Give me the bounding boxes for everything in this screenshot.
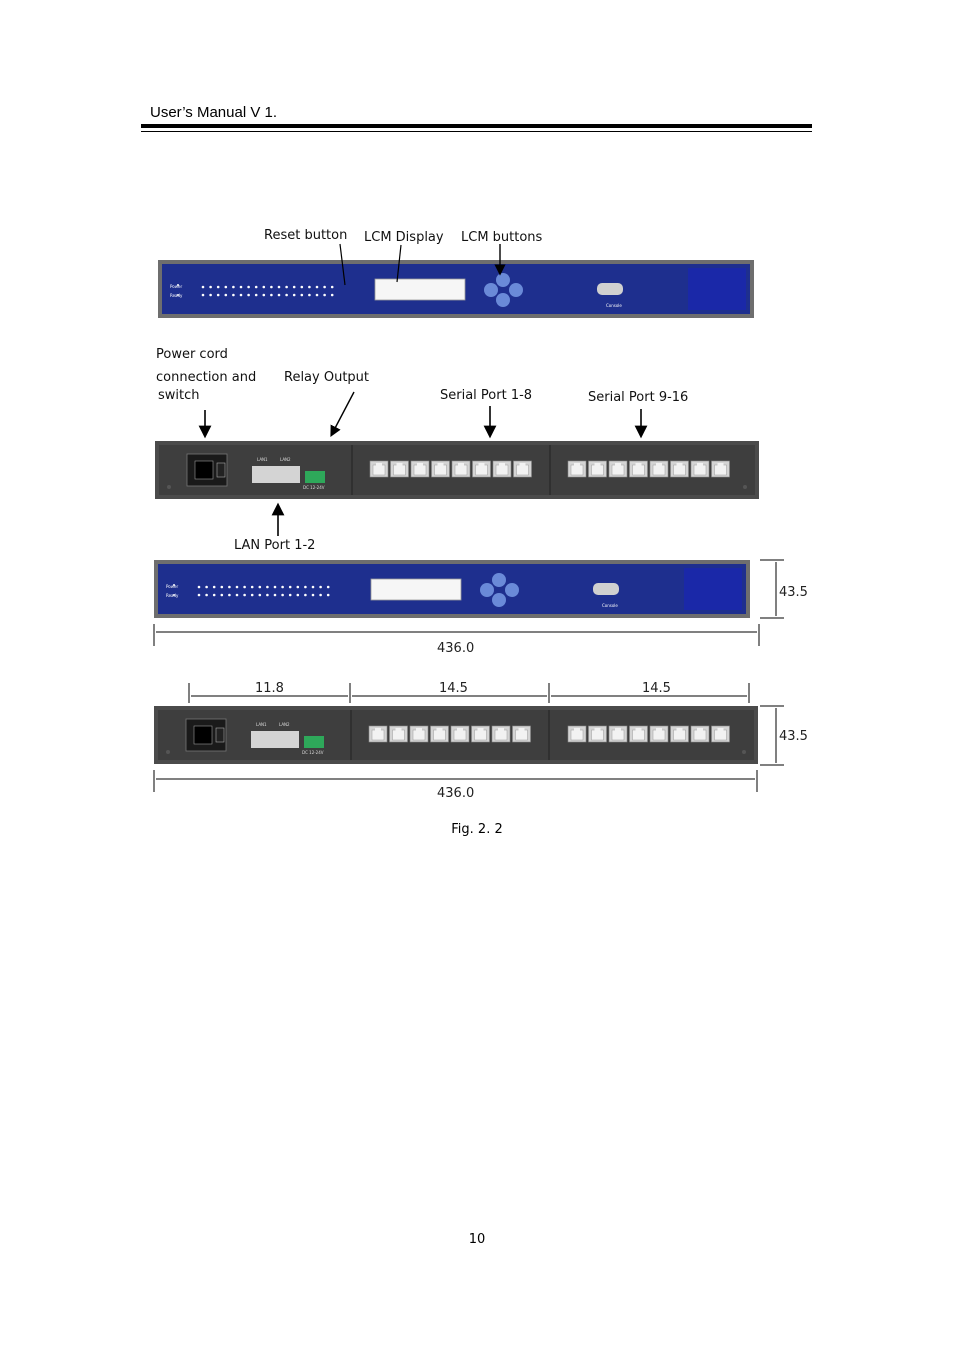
led-dot [240,286,243,289]
led-dot [308,286,311,289]
serial-port [712,726,730,742]
led-dot [308,294,311,297]
serial-port [432,461,450,477]
led-dot [327,586,330,589]
serial-port [630,461,648,477]
header-title: User’s Manual V 1. [150,104,278,121]
lan2-label: LAN2 [280,457,291,462]
power-led-label: Power [170,284,183,289]
serial-port [691,461,709,477]
lan2-label-2: LAN2 [279,722,290,727]
power-led-label-2: Power [166,584,179,589]
led-dot [270,286,273,289]
serial-port [492,726,510,742]
led-dot [259,586,262,589]
led-dot [297,594,300,597]
front-panel-bottom [154,560,750,618]
led-dot [213,586,216,589]
led-dot [236,586,239,589]
led-dot [255,286,258,289]
serial-port [452,461,470,477]
label-power-cord-1: Power cord [156,347,228,362]
led-dot [270,294,273,297]
dc-label: DC 12-24V [303,485,325,490]
dim-width-front: 436.0 [437,641,475,656]
led-dot [202,286,205,289]
serial-port [568,726,586,742]
led-dot [251,594,254,597]
serial-port [473,461,491,477]
led-dot [289,594,292,597]
led-dot [323,286,326,289]
led-dot [263,294,266,297]
led-dot [319,594,322,597]
serial-port [410,726,428,742]
serial-port [691,726,709,742]
led-dot [255,294,258,297]
serial-port [630,726,648,742]
led-dot [274,586,277,589]
serial-port [589,726,607,742]
label-lan-port: LAN Port 1-2 [234,538,316,553]
serial-port [472,726,490,742]
console-label: Console [606,303,622,308]
serial-port [391,461,409,477]
label-lcm-display: LCM Display [364,230,444,245]
led-dot [221,586,224,589]
led-dot [232,294,235,297]
led-dot [289,586,292,589]
serial-port [514,461,532,477]
led-dot [225,286,228,289]
led-dot [281,586,284,589]
led-dot [316,286,319,289]
relay-output-arrow [333,392,354,432]
ready-led-label: Ready [170,293,183,298]
dim-height-rear: 43.5 [779,729,808,744]
label-power-cord-3: switch [158,388,200,403]
label-lcm-buttons: LCM buttons [461,230,543,245]
label-relay-output: Relay Output [284,370,370,385]
led-dot [263,286,266,289]
led-dot [293,294,296,297]
label-reset-button: Reset button [264,228,348,243]
led-dot [312,586,315,589]
led-dot [228,594,231,597]
led-dot [266,594,269,597]
led-dot [316,294,319,297]
led-dot [202,294,205,297]
serial-port [411,461,429,477]
led-dot [243,594,246,597]
led-dot [217,294,220,297]
led-dot [297,586,300,589]
ready-led-label-2: Ready [166,593,179,598]
dim-width-rear: 436.0 [437,786,475,801]
serial-port [650,726,668,742]
led-dot [209,286,212,289]
led-dot [278,294,281,297]
led-dot [198,594,201,597]
led-dot [213,594,216,597]
led-dot [331,286,334,289]
dc-label-2: DC 12-24V [302,750,324,755]
led-dot [228,586,231,589]
led-dot [281,594,284,597]
led-dot [198,586,201,589]
dim-height-front: 43.5 [779,585,808,600]
serial-port [369,726,387,742]
label-serial-9-16: Serial Port 9-16 [588,390,689,405]
lan1-label-2: LAN1 [256,722,267,727]
led-dot [293,286,296,289]
serial-port [589,461,607,477]
serial-port [431,726,449,742]
led-dot [319,586,322,589]
led-dot [301,294,304,297]
serial-port [513,726,531,742]
serial-port [493,461,511,477]
led-dot [259,594,262,597]
led-dot [240,294,243,297]
serial-port [671,726,689,742]
label-serial-1-8: Serial Port 1-8 [440,388,533,403]
led-dot [209,294,212,297]
serial-port [609,461,627,477]
serial-port [568,461,586,477]
serial-port [609,726,627,742]
led-dot [323,294,326,297]
led-dot [327,594,330,597]
serial-port [451,726,469,742]
figure-caption: Fig. 2. 2 [451,822,503,837]
serial-port [671,461,689,477]
led-dot [304,586,307,589]
dim-seg3: 14.5 [642,681,671,696]
led-dot [205,586,208,589]
serial-port [712,461,730,477]
led-dot [247,286,250,289]
led-dot [312,594,315,597]
led-dot [266,586,269,589]
led-dot [217,286,220,289]
page-number: 10 [468,1232,486,1247]
serial-port [370,461,388,477]
led-dot [274,594,277,597]
led-dot [304,594,307,597]
led-dot [278,286,281,289]
led-dot [221,594,224,597]
front-panel-top [158,260,754,318]
dim-seg2: 14.5 [439,681,468,696]
console-label-2: Console [602,603,618,608]
led-dot [236,594,239,597]
led-dot [247,294,250,297]
led-dot [225,294,228,297]
led-dot [243,586,246,589]
serial-port [650,461,668,477]
led-dot [251,586,254,589]
led-dot [232,286,235,289]
lan1-label: LAN1 [257,457,268,462]
led-dot [205,594,208,597]
led-dot [331,294,334,297]
label-power-cord-2: connection and [156,370,257,385]
dim-seg1: 11.8 [255,681,284,696]
serial-port [390,726,408,742]
led-dot [285,294,288,297]
led-dot [285,286,288,289]
led-dot [301,286,304,289]
